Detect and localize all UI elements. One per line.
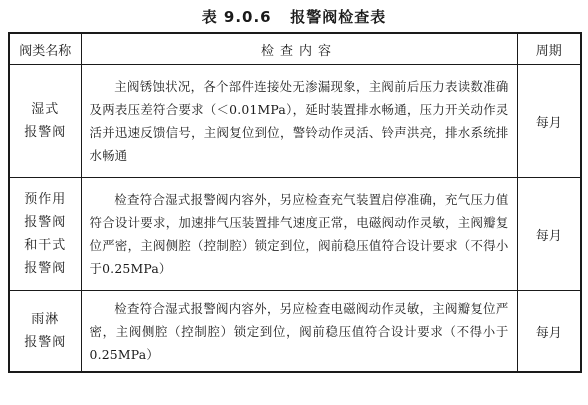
table-title: 表 9.0.6 报警阀检查表 — [201, 8, 387, 26]
inspection-content-cell: 检查符合湿式报警阀内容外，另应检查电磁阀动作灵敏，主阀瓣复位严密，主阀侧腔（控制腔）锁定到位，阀前稳压值符合设计要求（不得小于0.25MPa） — [81, 291, 517, 373]
table-row — [9, 178, 581, 291]
header-inspection-content: 检查内容 — [81, 33, 517, 65]
valve-inspection-table — [8, 32, 582, 373]
valve-type-line: 报警阀 — [24, 125, 67, 140]
valve-type-line: 雨淋 — [31, 312, 60, 327]
table-row — [9, 65, 581, 178]
header-valve-type: 阀类名称 — [9, 33, 81, 65]
valve-type-line: 报警阀 — [24, 261, 67, 276]
valve-type-line: 报警阀 — [24, 215, 67, 230]
header-period: 周期 — [517, 33, 581, 65]
table-row — [9, 291, 581, 373]
header-row — [9, 33, 581, 65]
valve-type-line: 预作用 — [24, 192, 67, 207]
inspection-content-cell: 检查符合湿式报警阀内容外，另应检查充气装置启停准确，充气压力值符合设计要求，加速排气压装置排气速度正常，电磁阀动作灵敏，主阀瓣复位严密，主阀侧腔（控制腔）锁定到位，阀前稳压值符合设计要求（不得小于0.25MPa） — [81, 178, 517, 291]
valve-type-cell — [9, 291, 81, 373]
period-cell: 每月 — [517, 178, 581, 291]
valve-type-line: 和干式 — [24, 238, 67, 253]
period-cell: 每月 — [517, 291, 581, 373]
valve-type-line: 报警阀 — [24, 335, 67, 350]
inspection-content-cell: 主阀锈蚀状况，各个部件连接处无渗漏现象，主阀前后压力表读数准确及两表压差符合要求（＜0.01MPa），延时装置排水畅通，压力开关动作灵活并迅速反馈信号，主阀复位到位，警铃动作灵活、铃声洪亮，排水系统排水畅通 — [81, 65, 517, 178]
valve-type-line: 湿式 — [31, 102, 60, 117]
valve-type-cell — [9, 178, 81, 291]
period-cell: 每月 — [517, 65, 581, 178]
valve-type-cell — [9, 65, 81, 178]
